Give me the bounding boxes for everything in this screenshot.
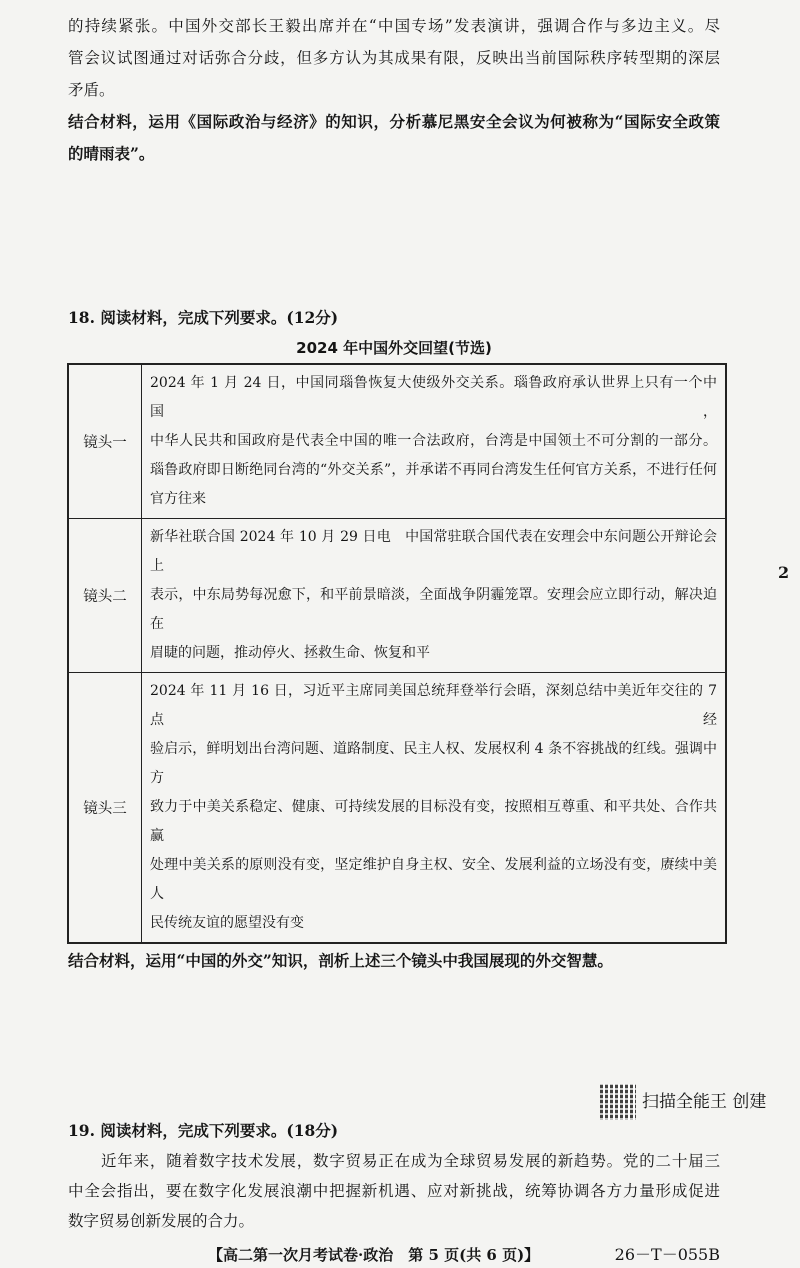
cell-line: 2024 年 11 月 16 日，习近平主席同美国总统拜登举行会晤，深刻总结中美近年交往的 7 点经 xyxy=(150,683,717,728)
cell-line: 2024 年 1 月 24 日，中国同瑙鲁恢复大使级外交关系。瑙鲁政府承认世界上只有一个中国， xyxy=(150,375,717,420)
cell-line: 眉睫的问题，推动停火、拯救生命、恢复和平 xyxy=(150,645,430,661)
cell-line: 瑙鲁政府即日断绝同台湾的“外交关系”，并承诺不再同台湾发生任何官方关系，不进行任何 xyxy=(150,462,717,478)
question-19 xyxy=(68,1116,720,1236)
page-footer: 【高二第一次月考试卷·政治 第 5 页(共 6 页)】 xyxy=(208,1246,540,1264)
diplomacy-table xyxy=(67,363,727,944)
cell-line: 中华人民共和国政府是代表全中国的唯一合法政府，台湾是中国领土不可分割的一部分。 xyxy=(150,433,717,449)
question-prompt: 结合材料，运用“中国的外交”知识，剖析上述三个镜头中我国展现的外交智慧。 xyxy=(68,951,613,970)
qr-code-icon xyxy=(600,1084,636,1120)
table-row xyxy=(69,518,725,672)
material-line: 的持续紧张。中国外交部长王毅出席并在“中国专场”发表演讲，强调合作与多边主义。尽 xyxy=(68,17,720,35)
question-prompt: 的晴雨表”。 xyxy=(68,144,155,163)
table-row xyxy=(69,672,725,942)
cell-line: 民传统友谊的愿望没有变 xyxy=(150,915,304,931)
material-line: 中全会指出，要在数字化发展浪潮中把握新机遇、应对新挑战，统筹协调各方力量形成促进 xyxy=(68,1182,720,1200)
row-label: 镜头三 xyxy=(69,673,142,942)
question-18 xyxy=(68,303,720,976)
material-line: 近年来，随着数字技术发展，数字贸易正在成为全球贸易发展的新趋势。党的二十届三 xyxy=(101,1152,720,1170)
page-content xyxy=(68,10,720,1268)
question-heading: 19. 阅读材料，完成下列要求。(18分) xyxy=(68,1121,339,1140)
question-heading: 18. 阅读材料，完成下列要求。(12分) xyxy=(68,308,339,327)
row-label: 镜头二 xyxy=(69,519,142,672)
row-label: 镜头一 xyxy=(69,365,142,518)
cell-line: 验启示，鲜明划出台湾问题、道路制度、民主人权、发展权利 4 条不容挑战的红线。强调中方 xyxy=(150,741,717,786)
table-row xyxy=(69,365,725,518)
material-line: 数字贸易创新发展的合力。 xyxy=(68,1212,255,1230)
edge-page-mark: 2 xyxy=(778,563,790,582)
question-17-tail xyxy=(68,10,720,170)
exam-code: 26－T－055B xyxy=(614,1245,720,1264)
page-footer-row xyxy=(68,1242,720,1268)
material-line: 管会议试图通过对话弥合分歧，但多方认为其成果有限，反映出当前国际秩序转型期的深层 xyxy=(68,49,720,67)
cell-line: 表示，中东局势每况愈下，和平前景暗淡，全面战争阴霾笼罩。安理会应立即行动，解决迫在 xyxy=(150,587,717,632)
question-prompt: 结合材料，运用《国际政治与经济》的知识，分析慕尼黑安全会议为何被称为“国际安全政策 xyxy=(68,112,720,131)
material-line: 矛盾。 xyxy=(68,81,115,99)
cell-line: 新华社联合国 2024 年 10 月 29 日电 中国常驻联合国代表在安理会中东问题公开辩论会上 xyxy=(150,529,717,574)
cell-line: 官方往来 xyxy=(150,491,206,507)
scanner-watermark: 扫描全能王 创建 xyxy=(642,1092,767,1112)
table-title: 2024 年中国外交回望(节选) xyxy=(296,339,492,357)
cell-line: 致力于中美关系稳定、健康、可持续发展的目标没有变，按照相互尊重、和平共处、合作共赢 xyxy=(150,799,717,844)
cell-line: 处理中美关系的原则没有变，坚定维护自身主权、安全、发展利益的立场没有变，赓续中美人 xyxy=(150,857,717,902)
